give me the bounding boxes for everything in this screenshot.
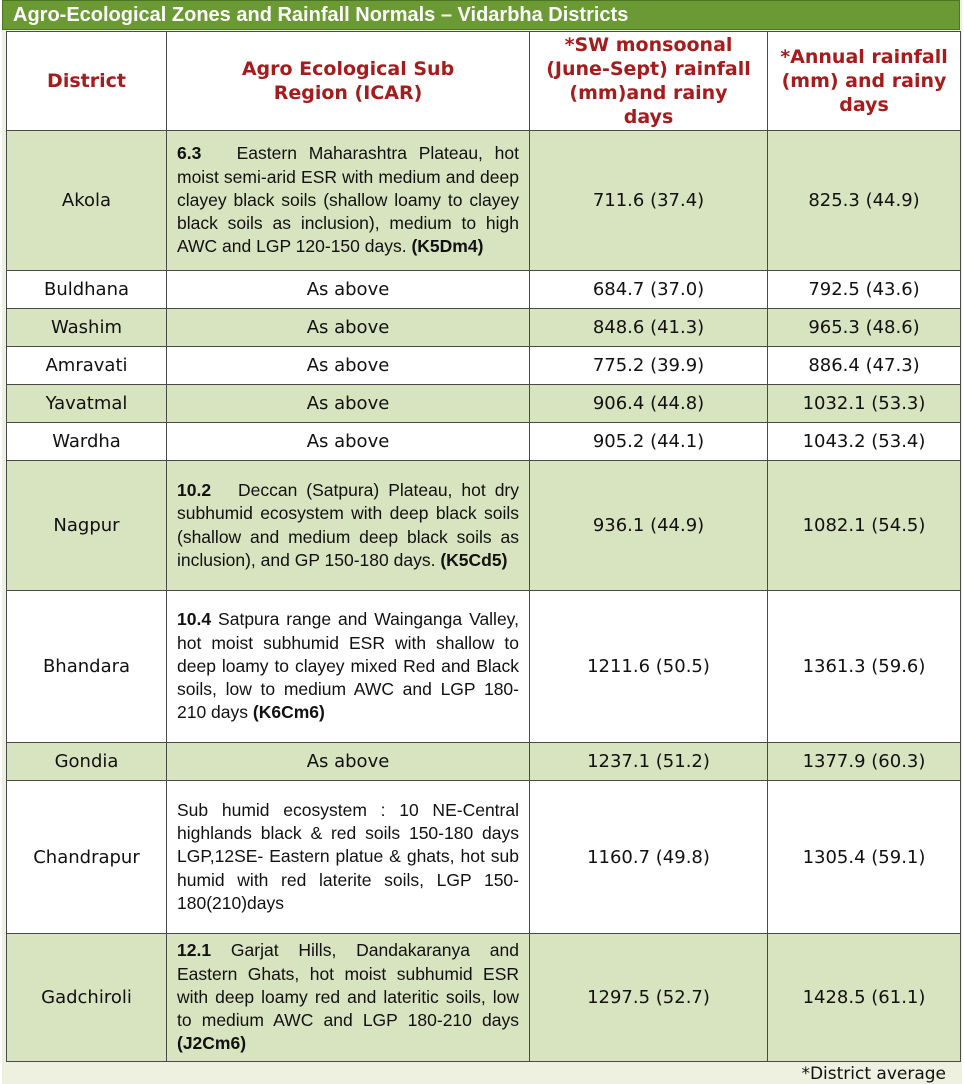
region-code: 10.4	[177, 609, 212, 630]
region-cell	[167, 934, 530, 1062]
district-cell: Gondia	[7, 743, 167, 781]
header-sw-rainfall-text: *SW monsoonal (June-Sept) rainfall (mm)and rainy days	[546, 34, 751, 128]
sw-rainfall-cell: 1211.6 (50.5)	[530, 591, 768, 743]
region-cell	[167, 461, 530, 591]
page	[2, 0, 962, 1084]
header-row	[7, 32, 961, 131]
district-cell: Buldhana	[7, 271, 167, 309]
region-suffix: (K5Dm4)	[411, 236, 484, 257]
region-cell	[167, 131, 530, 271]
sw-rainfall-cell: 1297.5 (52.7)	[530, 934, 768, 1062]
region-cell: As above	[167, 347, 530, 385]
region-text: Garjat Hills, Dandakaranya and Eastern Ghats, hot moist subhumid ESR with deep loamy red and lateritic soils, low to medium AWC and LGP 180-210 days	[177, 940, 519, 1031]
district-cell: Chandrapur	[7, 781, 167, 934]
region-suffix: (K5Cd5)	[440, 549, 508, 570]
footnote: *District average	[801, 1064, 946, 1084]
table-row	[7, 271, 961, 309]
table-row	[7, 385, 961, 423]
region-cell: As above	[167, 385, 530, 423]
annual-rainfall-cell: 1082.1 (54.5)	[768, 461, 961, 591]
annual-rainfall-cell: 1305.4 (59.1)	[768, 781, 961, 934]
district-cell: Wardha	[7, 423, 167, 461]
sw-rainfall-cell: 936.1 (44.9)	[530, 461, 768, 591]
sw-rainfall-cell: 1237.1 (51.2)	[530, 743, 768, 781]
district-cell: Akola	[7, 131, 167, 271]
rainfall-table	[6, 31, 961, 1062]
page-title: Agro-Ecological Zones and Rainfall Normals – Vidarbha Districts	[13, 4, 629, 26]
header-region-text: Agro Ecological Sub Region (ICAR)	[241, 58, 455, 104]
header-region	[167, 32, 530, 131]
sw-rainfall-cell: 684.7 (37.0)	[530, 271, 768, 309]
region-suffix: (J2Cm6)	[177, 1033, 247, 1054]
region-cell: As above	[167, 743, 530, 781]
district-cell: Amravati	[7, 347, 167, 385]
header-sw-rainfall	[530, 32, 768, 131]
district-cell: Yavatmal	[7, 385, 167, 423]
region-cell: As above	[167, 423, 530, 461]
annual-rainfall-cell: 1043.2 (53.4)	[768, 423, 961, 461]
region-cell	[167, 591, 530, 743]
sw-rainfall-cell: 711.6 (37.4)	[530, 131, 768, 271]
table-row	[7, 934, 961, 1062]
table-row	[7, 461, 961, 591]
district-cell: Nagpur	[7, 461, 167, 591]
sw-rainfall-cell: 775.2 (39.9)	[530, 347, 768, 385]
header-annual-rainfall	[768, 32, 961, 131]
table-row	[7, 309, 961, 347]
region-cell	[167, 781, 530, 934]
region-text: Sub humid ecosystem : 10 NE-Central highlands black & red soils 150-180 days LGP,12SE- Eastern platue & ghats, hot sub humid with red laterite soils, LGP 150-180(210)days	[177, 799, 519, 913]
table-row	[7, 591, 961, 743]
annual-rainfall-cell: 1361.3 (59.6)	[768, 591, 961, 743]
region-code: 6.3	[177, 143, 202, 164]
annual-rainfall-cell: 1428.5 (61.1)	[768, 934, 961, 1062]
district-cell: Bhandara	[7, 591, 167, 743]
annual-rainfall-cell: 965.3 (48.6)	[768, 309, 961, 347]
sw-rainfall-cell: 1160.7 (49.8)	[530, 781, 768, 934]
annual-rainfall-cell: 825.3 (44.9)	[768, 131, 961, 271]
header-district: District	[7, 32, 167, 131]
sw-rainfall-cell: 905.2 (44.1)	[530, 423, 768, 461]
region-cell: As above	[167, 271, 530, 309]
table-row	[7, 423, 961, 461]
region-cell: As above	[167, 309, 530, 347]
annual-rainfall-cell: 792.5 (43.6)	[768, 271, 961, 309]
region-text: Satpura range and Wainganga Valley, hot moist subhumid ESR with shallow to deep loamy to clayey mixed Red and Black soils, low to medium AWC and LGP 180-210 days	[177, 609, 519, 723]
annual-rainfall-cell: 1377.9 (60.3)	[768, 743, 961, 781]
region-text: Eastern Maharashtra Plateau, hot moist semi-arid ESR with medium and deep clayey black soils (shallow loamy to clayey black soils as inclusion), medium to high AWC and LGP 120-150 days.	[177, 143, 519, 257]
district-cell: Gadchiroli	[7, 934, 167, 1062]
district-cell: Washim	[7, 309, 167, 347]
annual-rainfall-cell: 1032.1 (53.3)	[768, 385, 961, 423]
table-row	[7, 131, 961, 271]
table-row	[7, 347, 961, 385]
region-code: 10.2	[177, 480, 212, 501]
sw-rainfall-cell: 906.4 (44.8)	[530, 385, 768, 423]
sw-rainfall-cell: 848.6 (41.3)	[530, 309, 768, 347]
region-text: Deccan (Satpura) Plateau, hot dry subhumid ecosystem with deep black soils (shallow and medium deep black soils as inclusion), and GP 150-180 days.	[177, 480, 519, 570]
annual-rainfall-cell: 886.4 (47.3)	[768, 347, 961, 385]
table-row	[7, 743, 961, 781]
header-annual-rainfall-text: *Annual rainfall (mm) and rainy days	[780, 46, 948, 116]
region-code: 12.1	[177, 940, 212, 961]
title-bar	[2, 0, 960, 30]
table-row	[7, 781, 961, 934]
region-suffix: (K6Cm6)	[252, 702, 325, 723]
